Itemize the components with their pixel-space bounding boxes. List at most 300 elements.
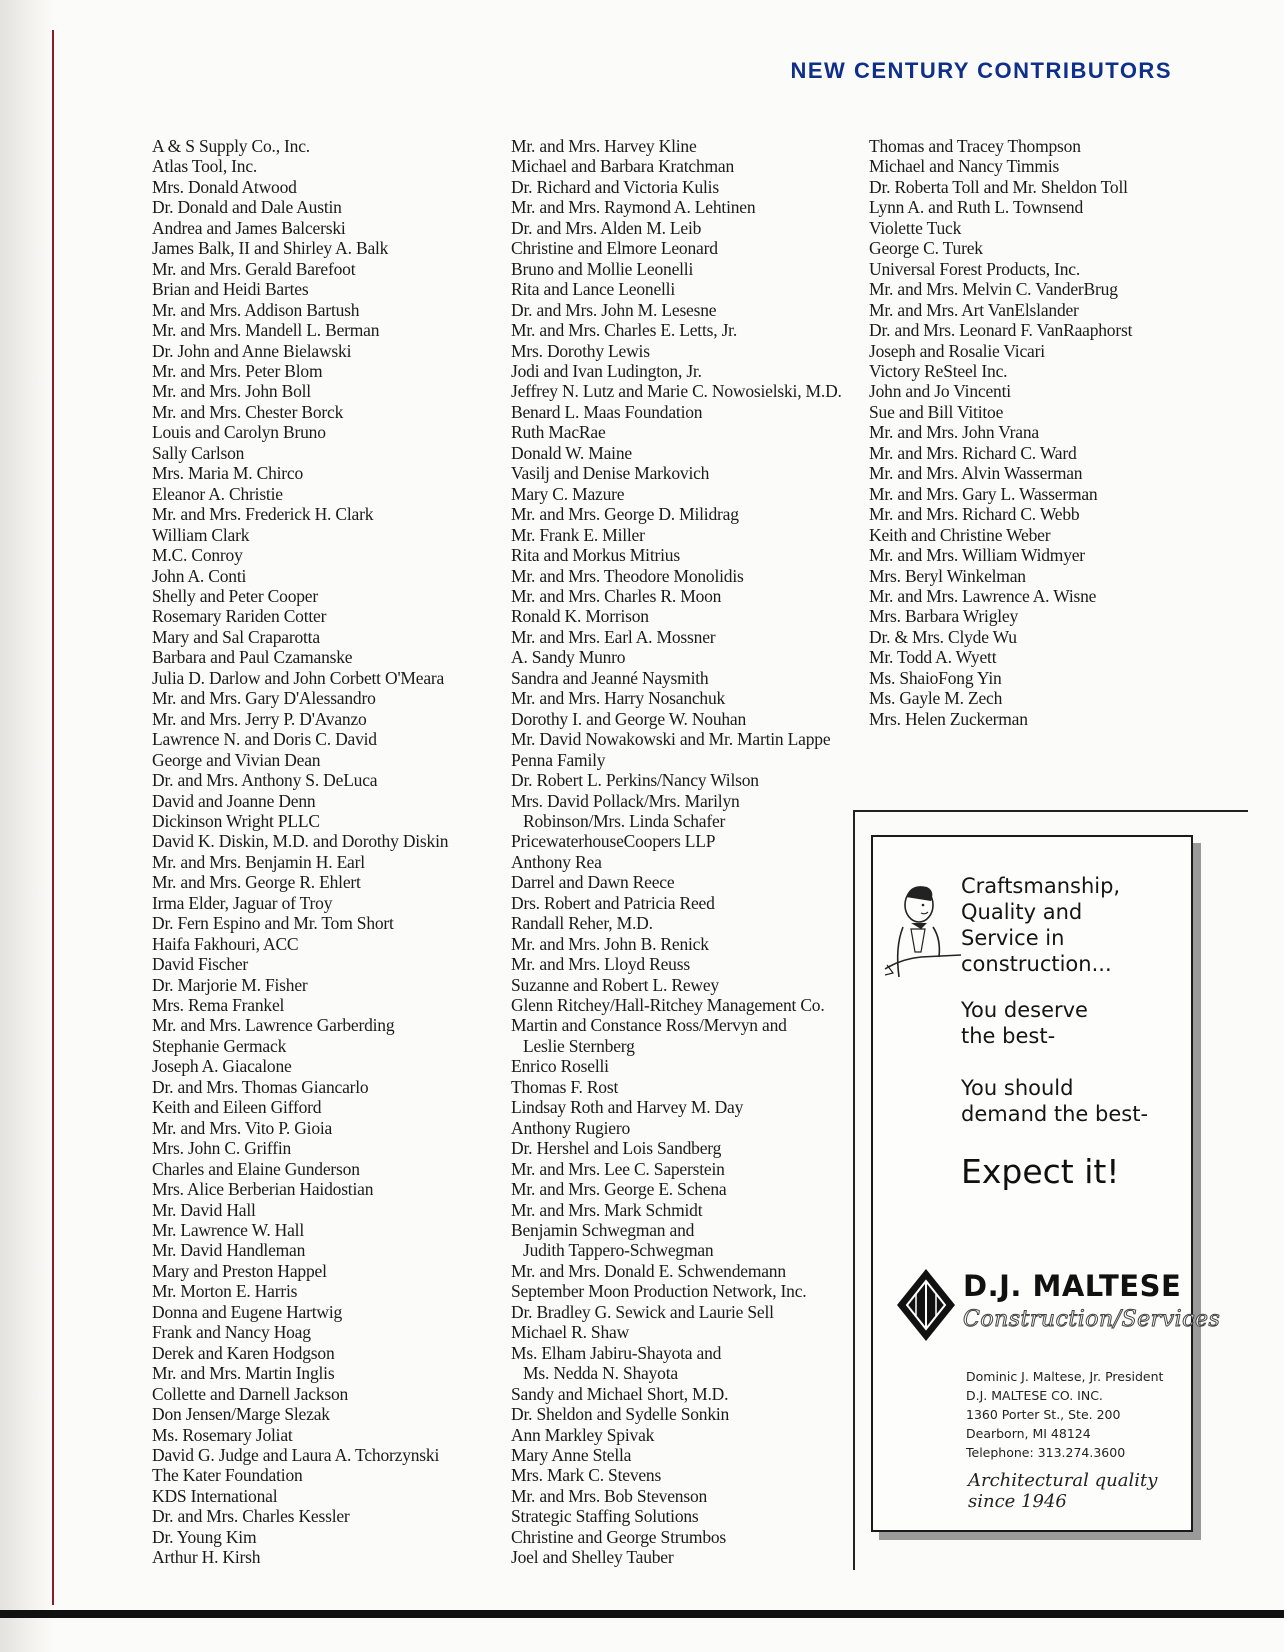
contributor-name: Rosemary Rariden Cotter (152, 606, 327, 627)
contributor-name: A. Sandy Munro (511, 647, 626, 668)
contributor-name: Keith and Eileen Gifford (152, 1097, 322, 1118)
contributor-name: M.C. Conroy (152, 545, 243, 566)
contributor-name: Mary and Preston Happel (152, 1260, 327, 1281)
contributor-entry (869, 402, 1132, 422)
contributor-entry (511, 156, 842, 176)
contributor-name: Dr. John and Anne Bielawski (152, 340, 352, 361)
contributor-entry (511, 688, 842, 708)
contributor-name: Mr. David Hall (152, 1199, 256, 1220)
contributor-entry (152, 422, 448, 442)
contributor-name: Jodi and Ivan Ludington, Jr. (511, 360, 702, 381)
contributor-entry (152, 504, 448, 524)
contributor-entry (869, 606, 1132, 626)
contributors-column-1 (152, 136, 448, 1568)
contributor-entry (152, 1118, 448, 1138)
company-tagline: Architectural quality since 1946 (968, 1470, 1158, 1512)
contributor-entry (511, 1220, 842, 1261)
contributor-name: Haifa Fakhouri, ACC (152, 933, 299, 954)
contributor-entry (511, 791, 842, 832)
binding-rule (52, 30, 54, 1605)
contributor-name: Mr. and Mrs. Gary L. Wasserman (869, 483, 1098, 504)
contributor-entry (869, 545, 1132, 565)
contributor-entry (152, 218, 448, 238)
contributor-name: Ruth MacRae (511, 422, 606, 443)
contributor-name: Mrs. John C. Griffin (152, 1138, 292, 1159)
contributor-name: Lindsay Roth and Harvey M. Day (511, 1097, 744, 1118)
contributor-entry (511, 197, 842, 217)
contributor-entry (511, 893, 842, 913)
contributor-name: Michael and Barbara Kratchman (511, 156, 735, 177)
address-line: D.J. MALTESE CO. INC. (966, 1388, 1103, 1403)
contributor-name: Mrs. David Pollack/Mrs. Marilyn (511, 790, 740, 811)
contributor-name: Benard L. Maas Foundation (511, 401, 703, 422)
contributor-entry (152, 566, 448, 586)
contributor-name: Sandy and Michael Short, M.D. (511, 1383, 729, 1404)
contributor-entry (152, 791, 448, 811)
conductor-illustration-icon (881, 877, 963, 987)
contributor-entry (152, 893, 448, 913)
contributor-name: Dr. and Mrs. Charles Kessler (152, 1506, 350, 1527)
contributor-entry (152, 238, 448, 258)
contributor-name: Mr. and Mrs. John B. Renick (511, 933, 709, 954)
contributor-entry (511, 1077, 842, 1097)
contributor-name: Rita and Morkus Mitrius (511, 545, 680, 566)
contributor-name: PricewaterhouseCoopers LLP (511, 831, 716, 852)
contributor-entry (152, 750, 448, 770)
ad-line: You should (961, 1076, 1074, 1100)
contributor-name: Bruno and Mollie Leonelli (511, 258, 694, 279)
contributor-name: Randall Reher, M.D. (511, 913, 653, 934)
contributor-name: Joseph A. Giacalone (152, 1056, 292, 1077)
contributor-entry (152, 954, 448, 974)
contributor-name: Mr. and Mrs. Harry Nosanchuk (511, 688, 726, 709)
contributor-name: Collette and Darnell Jackson (152, 1383, 349, 1404)
contributor-name: Darrel and Dawn Reece (511, 872, 675, 893)
contributor-entry (869, 279, 1132, 299)
contributor-entry (511, 1445, 842, 1465)
contributor-entry (511, 1486, 842, 1506)
contributor-name: Joel and Shelley Tauber (511, 1547, 674, 1568)
contributor-name: Mr. and Mrs. Jerry P. D'Avanzo (152, 708, 367, 729)
contributor-name: Dr. Richard and Victoria Kulis (511, 176, 719, 197)
contributor-name: Enrico Roselli (511, 1056, 609, 1077)
contributor-name: Victory ReSteel Inc. (869, 360, 1008, 381)
contributor-entry (152, 852, 448, 872)
contributor-name: Mr. and Mrs. Frederick H. Clark (152, 504, 374, 525)
contributor-entry (152, 1425, 448, 1445)
contributor-name: Mr. and Mrs. Peter Blom (152, 360, 323, 381)
ad-line: Service in (961, 926, 1065, 950)
contributor-name: Dr. Fern Espino and Mr. Tom Short (152, 913, 394, 934)
contributor-entry (152, 1322, 448, 1342)
contributor-name: Mary and Sal Craparotta (152, 626, 320, 647)
contributor-entry (511, 750, 842, 770)
contributor-name: Anthony Rea (511, 851, 602, 872)
contributor-entry (511, 1097, 842, 1117)
contributor-entry (511, 1138, 842, 1158)
contributor-entry (152, 1097, 448, 1117)
contributor-name: Dr. and Mrs. John M. Lesesne (511, 299, 717, 320)
contributor-entry (869, 300, 1132, 320)
contributor-entry (511, 504, 842, 524)
contributor-entry (511, 422, 842, 442)
contributor-name: Dr. Donald and Dale Austin (152, 197, 342, 218)
contributor-name: Mrs. Donald Atwood (152, 176, 297, 197)
contributors-column-2 (511, 136, 842, 1568)
contributor-entry (152, 647, 448, 667)
contributors-column-3 (869, 136, 1132, 729)
contributor-name: Thomas F. Rost (511, 1076, 619, 1097)
contributor-entry (869, 525, 1132, 545)
contributor-entry (152, 525, 448, 545)
contributor-entry (511, 627, 842, 647)
contributor-entry (511, 1425, 842, 1445)
contributor-entry (511, 1343, 842, 1384)
contributor-name: Universal Forest Products, Inc. (869, 258, 1081, 279)
contributor-name: Benjamin Schwegman and (511, 1220, 695, 1241)
contributor-entry (869, 238, 1132, 258)
contributor-entry (152, 1200, 448, 1220)
contributor-name: Mary Anne Stella (511, 1445, 632, 1465)
contributor-name: Lawrence N. and Doris C. David (152, 729, 377, 750)
contributor-name: George and Vivian Dean (152, 749, 321, 770)
contributor-name: Dr. Roberta Toll and Mr. Sheldon Toll (869, 176, 1128, 197)
contributor-name: Mrs. Beryl Winkelman (869, 565, 1026, 586)
contributor-name: Dr. and Mrs. Thomas Giancarlo (152, 1076, 369, 1097)
contributor-entry (511, 647, 842, 667)
contributor-entry (152, 156, 448, 176)
contributor-name: Ms. Rosemary Joliat (152, 1424, 293, 1445)
contributor-entry (511, 1015, 842, 1056)
contributor-entry (869, 341, 1132, 361)
ad-expect-headline: Expect it! (961, 1152, 1120, 1191)
contributor-name: Mr. and Mrs. George D. Milidrag (511, 504, 739, 525)
address-line: 1360 Porter St., Ste. 200 (966, 1407, 1121, 1422)
contributor-name: Mr. and Mrs. Alvin Wasserman (869, 463, 1083, 484)
contributor-name: Dr. Robert L. Perkins/Nancy Wilson (511, 770, 759, 791)
contributor-name: Judith Tappero-Schwegman (523, 1240, 714, 1261)
page-heading: NEW CENTURY CONTRIBUTORS (790, 58, 1172, 83)
contributor-entry (511, 443, 842, 463)
contributor-entry (869, 566, 1132, 586)
contributor-entry (511, 259, 842, 279)
contributor-name: Frank and Nancy Hoag (152, 1322, 311, 1343)
contributor-entry (152, 361, 448, 381)
contributor-name: Glenn Ritchey/Hall-Ritchey Management Co. (511, 995, 825, 1016)
contributor-entry (511, 566, 842, 586)
contributor-entry (511, 320, 842, 340)
contributor-entry (152, 831, 448, 851)
contributor-entry (152, 381, 448, 401)
contributor-name: Mr. and Mrs. George R. Ehlert (152, 872, 361, 893)
contributor-name: Mr. David Handleman (152, 1240, 306, 1261)
contributor-name: Mrs. Helen Zuckerman (869, 708, 1028, 729)
contributor-entry (869, 422, 1132, 442)
contributor-entry (869, 177, 1132, 197)
contributor-entry (152, 606, 448, 626)
contributor-entry (511, 545, 842, 565)
contributor-entry (511, 729, 842, 749)
ad-line: Craftsmanship, (961, 874, 1121, 898)
contributor-name: Mr. and Mrs. Richard C. Ward (869, 442, 1077, 463)
contributor-name: Andrea and James Balcerski (152, 217, 346, 238)
contributor-entry (152, 300, 448, 320)
contributor-name: Mr. Frank E. Miller (511, 524, 645, 545)
contributor-entry (152, 1384, 448, 1404)
contributor-entry (511, 136, 842, 156)
contributor-entry (511, 1261, 842, 1281)
contributor-name: Dr. Bradley G. Sewick and Laurie Sell (511, 1301, 774, 1322)
contributor-name: Mr. Todd A. Wyett (869, 647, 997, 668)
contributor-name: Mary C. Mazure (511, 483, 625, 504)
contributor-name: Donna and Eugene Hartwig (152, 1301, 343, 1322)
address-line: Dominic J. Maltese, Jr. President (966, 1369, 1164, 1384)
contributor-name: Dr. Young Kim (152, 1526, 257, 1547)
contributor-name: Mr. and Mrs. Harvey Kline (511, 136, 697, 156)
contributor-entry (511, 586, 842, 606)
contributor-entry (869, 668, 1132, 688)
contributor-entry (152, 709, 448, 729)
contributor-name: Mr. and Mrs. George E. Schena (511, 1179, 727, 1200)
contributor-entry (511, 1465, 842, 1485)
contributor-name: Leslie Sternberg (523, 1035, 635, 1056)
contributor-name: Dr. and Mrs. Anthony S. DeLuca (152, 770, 378, 791)
contributor-name: Shelly and Peter Cooper (152, 585, 318, 606)
contributor-name: Mr. and Mrs. Lawrence Garberding (152, 1015, 395, 1036)
contributor-name: Charles and Elaine Gunderson (152, 1158, 360, 1179)
contributor-name: Dickinson Wright PLLC (152, 810, 320, 831)
company-name: D.J. MALTESE (963, 1269, 1182, 1303)
contributor-entry (869, 320, 1132, 340)
contributor-entry (511, 463, 842, 483)
contributor-name: Mr. and Mrs. Charles E. Letts, Jr. (511, 320, 738, 341)
contributor-name: Dr. Sheldon and Sydelle Sonkin (511, 1404, 730, 1425)
contributor-entry (869, 709, 1132, 729)
contributor-name: Mr. and Mrs. Gary D'Alessandro (152, 688, 376, 709)
contributor-name: Dr. and Mrs. Leonard F. VanRaaphorst (869, 320, 1133, 341)
contributor-entry (152, 484, 448, 504)
contributor-entry (511, 954, 842, 974)
contributor-entry (869, 259, 1132, 279)
contributor-name: Mrs. Rema Frankel (152, 995, 285, 1016)
contributor-entry (152, 729, 448, 749)
company-subtitle: Construction/Services (963, 1307, 1221, 1332)
contributor-entry (152, 279, 448, 299)
contributor-name: David K. Diskin, M.D. and Dorothy Diskin (152, 831, 449, 852)
contributor-name: George C. Turek (869, 238, 983, 259)
contributor-entry (152, 259, 448, 279)
contributor-entry (511, 934, 842, 954)
contributor-name: A & S Supply Co., Inc. (152, 136, 310, 156)
contributor-entry (511, 484, 842, 504)
maltese-advertisement (871, 835, 1221, 1532)
contributor-entry (869, 197, 1132, 217)
contributor-name: Mr. Lawrence W. Hall (152, 1220, 304, 1241)
contributor-name: Mr. and Mrs. Theodore Monolidis (511, 565, 744, 586)
contributor-entry (511, 238, 842, 258)
contributor-name: Ronald K. Morrison (511, 606, 649, 627)
contributor-name: Mr. and Mrs. Vito P. Gioia (152, 1117, 333, 1138)
contributor-entry (152, 1547, 448, 1567)
contributor-name: Joseph and Rosalie Vicari (869, 340, 1045, 361)
contributor-entry (152, 1261, 448, 1281)
contributor-entry (152, 1363, 448, 1383)
diamond-logo-icon (895, 1267, 957, 1343)
contributor-name: Michael and Nancy Timmis (869, 156, 1060, 177)
contributor-entry (152, 1220, 448, 1240)
contributor-entry (511, 1302, 842, 1322)
contributor-name: Ms. Elham Jabiru-Shayota and (511, 1342, 722, 1363)
contributor-entry (869, 484, 1132, 504)
contributor-entry (152, 913, 448, 933)
contributor-name: David Fischer (152, 954, 249, 975)
contributor-name: Derek and Karen Hodgson (152, 1342, 335, 1363)
contributor-entry (511, 606, 842, 626)
contributor-name: Jeffrey N. Lutz and Marie C. Nowosielski, M.D. (511, 381, 842, 402)
contributor-entry (511, 218, 842, 238)
contributor-entry (511, 1118, 842, 1138)
contributor-name: Mr. David Nowakowski and Mr. Martin Lappe (511, 729, 831, 750)
contributor-name: Drs. Robert and Patricia Reed (511, 892, 715, 913)
contributor-entry (511, 381, 842, 401)
contributor-name: Stephanie Germack (152, 1035, 287, 1056)
contributor-name: Mr. and Mrs. Melvin C. VanderBrug (869, 279, 1118, 300)
contributor-name: John and Jo Vincenti (869, 381, 1011, 402)
contributor-entry (152, 1486, 448, 1506)
contributor-entry (511, 177, 842, 197)
contributor-entry (152, 1527, 448, 1547)
contributor-name: Violette Tuck (869, 217, 962, 238)
contributor-name: Ann Markley Spivak (511, 1424, 655, 1445)
contributor-entry (511, 1200, 842, 1220)
contributor-name: Dr. Marjorie M. Fisher (152, 974, 308, 995)
contributor-entry (152, 1179, 448, 1199)
contributor-name: Mr. and Mrs. Chester Borck (152, 401, 344, 422)
contributor-entry (511, 279, 842, 299)
ad-divider-horizontal (853, 810, 1248, 812)
contributor-name: Mr. and Mrs. Lloyd Reuss (511, 954, 690, 975)
contributor-entry (511, 770, 842, 790)
contributor-entry (511, 1404, 842, 1424)
contributor-name: Martin and Constance Ross/Mervyn and (511, 1015, 787, 1036)
contributor-name: Donald W. Maine (511, 442, 632, 463)
contributor-entry (511, 1547, 842, 1567)
contributor-entry (152, 688, 448, 708)
contributor-entry (152, 1138, 448, 1158)
contributor-entry (511, 831, 842, 851)
contributor-name: Dr. & Mrs. Clyde Wu (869, 626, 1017, 647)
contributor-entry (869, 218, 1132, 238)
contributor-name: Thomas and Tracey Thompson (869, 136, 1081, 156)
contributor-entry (869, 381, 1132, 401)
ad-line: demand the best- (961, 1102, 1149, 1126)
ad-divider-vertical (853, 810, 855, 1570)
contributor-name: Eleanor A. Christie (152, 483, 283, 504)
contributor-entry (152, 320, 448, 340)
contributor-entry (152, 1404, 448, 1424)
contributor-name: Christine and George Strumbos (511, 1526, 727, 1547)
contributor-entry (511, 300, 842, 320)
contributor-name: Anthony Rugiero (511, 1117, 631, 1138)
contributor-name: Mr. Morton E. Harris (152, 1281, 298, 1302)
contributor-entry (152, 995, 448, 1015)
ad-line: the best- (961, 1024, 1056, 1048)
contributor-entry (511, 361, 842, 381)
contributor-entry (152, 1281, 448, 1301)
contributor-entry (511, 525, 842, 545)
contributor-entry (511, 1056, 842, 1076)
contributor-entry (152, 1240, 448, 1260)
contributor-name: William Clark (152, 524, 250, 545)
contributor-name: Mr. and Mrs. Art VanElslander (869, 299, 1079, 320)
contributor-entry (511, 995, 842, 1015)
contributor-name: Mr. and Mrs. Mandell L. Berman (152, 320, 380, 341)
contributor-name: Mr. and Mrs. Addison Bartush (152, 299, 360, 320)
contributor-name: Mr. and Mrs. Richard C. Webb (869, 504, 1080, 525)
contributor-name: Atlas Tool, Inc. (152, 156, 258, 177)
contributor-name: Mr. and Mrs. John Vrana (869, 422, 1039, 443)
contributor-entry (511, 709, 842, 729)
contributor-name: Vasilj and Denise Markovich (511, 463, 710, 484)
contributor-entry (511, 852, 842, 872)
contributor-name: Suzanne and Robert L. Rewey (511, 974, 719, 995)
contributor-name: Mrs. Mark C. Stevens (511, 1465, 662, 1486)
contributor-name: The Kater Foundation (152, 1465, 303, 1486)
contributor-name: Rita and Lance Leonelli (511, 279, 676, 300)
contributor-name: Robinson/Mrs. Linda Schafer (523, 810, 726, 831)
contributor-entry (511, 402, 842, 422)
page-bottom-bar (0, 1610, 1284, 1618)
ad-line: construction... (961, 952, 1112, 976)
contributor-entry (511, 913, 842, 933)
contributor-name: James Balk, II and Shirley A. Balk (152, 238, 389, 259)
contributor-entry (152, 1445, 448, 1465)
contributor-name: Lynn A. and Ruth L. Townsend (869, 197, 1084, 218)
contributor-name: John A. Conti (152, 565, 247, 586)
contributor-name: David and Joanne Denn (152, 790, 316, 811)
contributor-name: Mr. and Mrs. Mark Schmidt (511, 1199, 703, 1220)
contributor-name: Mr. and Mrs. Martin Inglis (152, 1363, 335, 1384)
contributor-name: Ms. Gayle M. Zech (869, 688, 1003, 709)
contributor-name: Sue and Bill Vititoe (869, 401, 1004, 422)
contributor-name: David G. Judge and Laura A. Tchorzynski (152, 1445, 440, 1465)
contributor-entry (152, 1077, 448, 1097)
contributor-name: Dr. Hershel and Lois Sandberg (511, 1138, 722, 1159)
contributor-name: Mrs. Maria M. Chirco (152, 463, 304, 484)
contributor-name: Ms. Nedda N. Shayota (523, 1363, 678, 1384)
contributor-name: Mr. and Mrs. John Boll (152, 381, 311, 402)
contributor-name: KDS International (152, 1485, 278, 1506)
contributor-name: Mr. and Mrs. Charles R. Moon (511, 585, 722, 606)
contributor-name: Mrs. Dorothy Lewis (511, 340, 650, 361)
contributor-name: Keith and Christine Weber (869, 524, 1051, 545)
address-line: Telephone: 313.274.3600 (966, 1445, 1126, 1460)
contributor-entry (152, 770, 448, 790)
contributor-name: September Moon Production Network, Inc. (511, 1281, 807, 1302)
contributor-entry (152, 443, 448, 463)
contributor-name: Mrs. Alice Berberian Haidostian (152, 1179, 374, 1200)
contributor-entry (152, 1343, 448, 1363)
contributor-entry (152, 668, 448, 688)
contributor-entry (152, 545, 448, 565)
contributor-entry (152, 872, 448, 892)
contributor-name: Mr. and Mrs. Donald E. Schwendemann (511, 1260, 786, 1281)
contributor-entry (152, 586, 448, 606)
address-line: Dearborn, MI 48124 (966, 1426, 1091, 1441)
contributor-name: Penna Family (511, 749, 606, 770)
contributor-entry (152, 136, 448, 156)
contributor-name: Brian and Heidi Bartes (152, 279, 309, 300)
